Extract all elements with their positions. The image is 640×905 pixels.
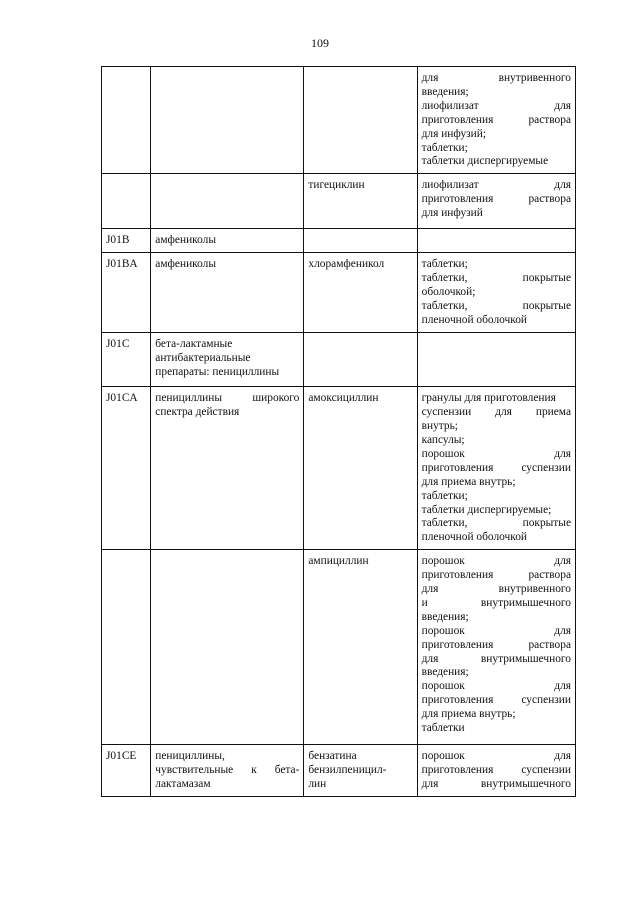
anatomical-group-cell [151, 333, 304, 387]
dosage-forms-cell [417, 253, 575, 333]
atc-code: J01B [106, 234, 130, 247]
table-row [102, 745, 576, 797]
anatomical-group-cell [151, 253, 304, 333]
group-name-line: препараты: пенициллины [155, 366, 280, 379]
atc-code: J01C [106, 338, 130, 351]
group-name-line: спектра действия [155, 406, 240, 419]
group-name-line: антибактериальные [155, 352, 251, 365]
table-row [102, 67, 576, 174]
dosage-form-line: пленочной оболочкой [421, 531, 528, 544]
atc-code: J01BA [106, 258, 138, 271]
dosage-form-line: таблетки; [421, 258, 468, 271]
drug-name-line: бензатина [308, 750, 357, 763]
dosage-form-line: приготовления суспензии [421, 764, 571, 777]
group-name-line: пенициллины широкого [155, 392, 300, 405]
dosage-form-line: для инфузий; [421, 127, 487, 140]
drug-name-cell [304, 745, 417, 797]
dosage-form-line: порошок для [421, 447, 571, 460]
dosage-forms-cell [417, 229, 575, 253]
page-number: 109 [311, 36, 329, 50]
dosage-form-line: таблетки; [421, 489, 468, 502]
table-row [102, 387, 576, 550]
group-name-line: лактамазам [155, 778, 211, 791]
dosage-forms-cell [417, 550, 575, 745]
dosage-form-line: для инфузий [421, 207, 483, 220]
dosage-form-line: таблетки диспергируемые; [421, 503, 552, 516]
drug-name-line: бензилпеницил- [308, 764, 387, 777]
dosage-forms-cell [417, 745, 575, 797]
atc-code-cell [102, 229, 151, 253]
dosage-form-line: суспензии для приема [421, 406, 571, 419]
group-name-line: бета-лактамные [155, 338, 233, 351]
dosage-form-line: пленочной оболочкой [421, 313, 528, 326]
drug-name-cell [304, 253, 417, 333]
drug-name-cell [304, 67, 417, 174]
dosage-form-line: таблетки [421, 722, 465, 735]
dosage-form-line: введения; [421, 610, 469, 623]
atc-code-cell [102, 387, 151, 550]
anatomical-group-cell [151, 229, 304, 253]
dosage-form-line: порошок для [421, 750, 571, 763]
group-name-line: чувствительные к бета- [155, 764, 300, 777]
dosage-forms-cell [417, 174, 575, 229]
dosage-form-line: приготовления суспензии [421, 694, 571, 707]
dosage-forms-cell [417, 387, 575, 550]
group-name-line: амфениколы [155, 258, 217, 271]
atc-code-cell [102, 550, 151, 745]
dosage-form-line: таблетки, покрытые [421, 517, 571, 530]
table-row [102, 333, 576, 387]
drug-table [101, 66, 576, 797]
group-name-line: амфениколы [155, 234, 217, 247]
dosage-form-line: для приема внутрь; [421, 475, 516, 488]
anatomical-group-cell [151, 550, 304, 745]
dosage-form-line: порошок для [421, 624, 571, 637]
table-row [102, 550, 576, 745]
atc-code-cell [102, 333, 151, 387]
dosage-form-line: приготовления раствора [421, 193, 571, 206]
dosage-form-line: и внутримышечного [421, 596, 571, 609]
dosage-form-line: порошок для [421, 680, 571, 693]
dosage-form-line: приготовления раствора [421, 638, 571, 651]
atc-code: J01CA [106, 392, 138, 405]
drug-name-line: лин [308, 778, 327, 791]
dosage-form-line: приготовления суспензии [421, 461, 571, 474]
dosage-form-line: лиофилизат для [421, 99, 571, 112]
dosage-form-line: приготовления раствора [421, 569, 571, 582]
dosage-form-line: для внутримышечного [421, 652, 571, 665]
dosage-form-line: внутрь; [421, 420, 458, 433]
dosage-form-line: порошок для [421, 555, 571, 568]
dosage-form-line: для приема внутрь; [421, 708, 516, 721]
dosage-form-line: таблетки, покрытые [421, 272, 571, 285]
atc-code-cell [102, 67, 151, 174]
atc-code-cell [102, 174, 151, 229]
dosage-form-line: для внутримышечного [421, 778, 571, 791]
dosage-form-line: таблетки диспергируемые [421, 155, 549, 168]
dosage-form-line: введения; [421, 85, 469, 98]
atc-code-cell [102, 745, 151, 797]
dosage-form-line: для внутривенного [421, 72, 571, 84]
table-row [102, 229, 576, 253]
dosage-form-line: гранулы для приготовления [421, 392, 556, 405]
dosage-form-line: таблетки; [421, 141, 468, 154]
anatomical-group-cell [151, 745, 304, 797]
dosage-form-line: лиофилизат для [421, 179, 571, 192]
dosage-form-line: капсулы; [421, 433, 465, 446]
anatomical-group-cell [151, 387, 304, 550]
atc-code: J01CE [106, 750, 137, 763]
dosage-form-line: таблетки, покрытые [421, 299, 571, 312]
table-row [102, 253, 576, 333]
drug-name-line: амоксициллин [308, 392, 379, 405]
drug-name-line: хлорамфеникол [308, 258, 385, 271]
dosage-forms-cell [417, 333, 575, 387]
anatomical-group-cell [151, 174, 304, 229]
drug-name-cell [304, 550, 417, 745]
drug-name-cell [304, 229, 417, 253]
drug-name-cell [304, 387, 417, 550]
dosage-form-line: введения; [421, 666, 469, 679]
drug-name-cell [304, 333, 417, 387]
dosage-form-line: приготовления раствора [421, 113, 571, 126]
dosage-form-line: для внутривенного [421, 583, 571, 596]
atc-code-cell [102, 253, 151, 333]
anatomical-group-cell [151, 67, 304, 174]
drug-name-line: тигециклин [308, 179, 365, 192]
dosage-form-line: оболочкой; [421, 286, 476, 299]
group-name-line: пенициллины, [155, 750, 225, 763]
dosage-forms-cell [417, 67, 575, 174]
drug-name-cell [304, 174, 417, 229]
table-row [102, 174, 576, 229]
drug-name-line: ампициллин [308, 555, 369, 568]
